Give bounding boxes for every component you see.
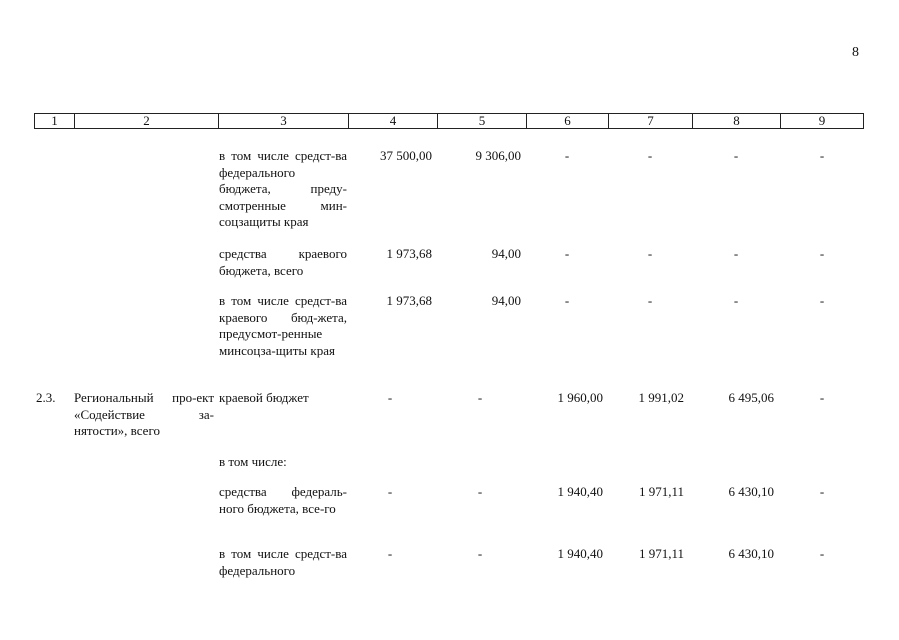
- value-col-6: 1 940,40: [557, 484, 603, 499]
- value-col-8: 6 430,10: [728, 546, 774, 561]
- value-col-4: -: [387, 546, 393, 561]
- value-col-8: -: [733, 246, 739, 261]
- header-col-9: 9: [818, 113, 826, 128]
- value-col-5: 9 306,00: [475, 148, 521, 163]
- header-col-4: 4: [349, 114, 438, 128]
- value-col-7: 1 971,11: [638, 546, 684, 561]
- table-header: [34, 113, 864, 129]
- header-col-3: 3: [219, 114, 349, 128]
- value-col-9: -: [819, 246, 825, 261]
- page-number: 8: [852, 45, 859, 60]
- row-description: средства федераль-ного бюджета, все-го: [219, 484, 347, 516]
- value-col-9: -: [819, 390, 825, 405]
- value-col-6: -: [564, 293, 570, 308]
- row-description: краевой бюджет: [219, 390, 309, 405]
- value-col-4: 1 973,68: [386, 246, 432, 261]
- row-description: в том числе:: [219, 454, 287, 469]
- value-col-7: 1 971,11: [638, 484, 684, 499]
- value-col-4: -: [387, 484, 393, 499]
- row-name: Региональный про-ект «Содействие за-нятости», всего: [74, 390, 214, 438]
- header-col-5: 5: [438, 114, 527, 128]
- value-col-5: -: [477, 546, 483, 561]
- header-col-6: 6: [527, 114, 609, 128]
- value-col-6: 1 940,40: [557, 546, 603, 561]
- value-col-4: -: [387, 390, 393, 405]
- value-col-7: 1 991,02: [638, 390, 684, 405]
- value-col-9: -: [819, 148, 825, 163]
- value-col-8: 6 495,06: [728, 390, 774, 405]
- value-col-6: -: [564, 246, 570, 261]
- value-col-9: -: [819, 546, 825, 561]
- header-col-8: 8: [693, 114, 781, 128]
- value-col-7: -: [647, 246, 653, 261]
- header-col-1: 1: [35, 114, 75, 128]
- value-col-5: 94,00: [491, 293, 521, 308]
- row-description: средства краевого бюджета, всего: [219, 246, 347, 278]
- row-description: в том числе средст-ва краевого бюд-жета, предусмот-ренные минсоцза-щиты края: [219, 293, 347, 358]
- header-col-7: 7: [609, 114, 693, 128]
- value-col-4: 1 973,68: [386, 293, 432, 308]
- row-number: 2.3.: [36, 390, 56, 405]
- value-col-8: -: [733, 293, 739, 308]
- value-col-5: -: [477, 390, 483, 405]
- value-col-9: -: [819, 293, 825, 308]
- header-col-2: 2: [75, 114, 219, 128]
- value-col-8: 6 430,10: [728, 484, 774, 499]
- value-col-6: -: [564, 148, 570, 163]
- value-col-7: -: [647, 148, 653, 163]
- value-col-5: -: [477, 484, 483, 499]
- value-col-4: 37 500,00: [380, 148, 432, 163]
- value-col-5: 94,00: [491, 246, 521, 261]
- row-description: в том числе средст-ва федерального бюджета, преду-смотренные мин-соцзащиты края: [219, 148, 347, 229]
- value-col-9: -: [819, 484, 825, 499]
- value-col-6: 1 960,00: [557, 390, 603, 405]
- value-col-8: -: [733, 148, 739, 163]
- value-col-7: -: [647, 293, 653, 308]
- row-description: в том числе средст-ва федерального: [219, 546, 347, 578]
